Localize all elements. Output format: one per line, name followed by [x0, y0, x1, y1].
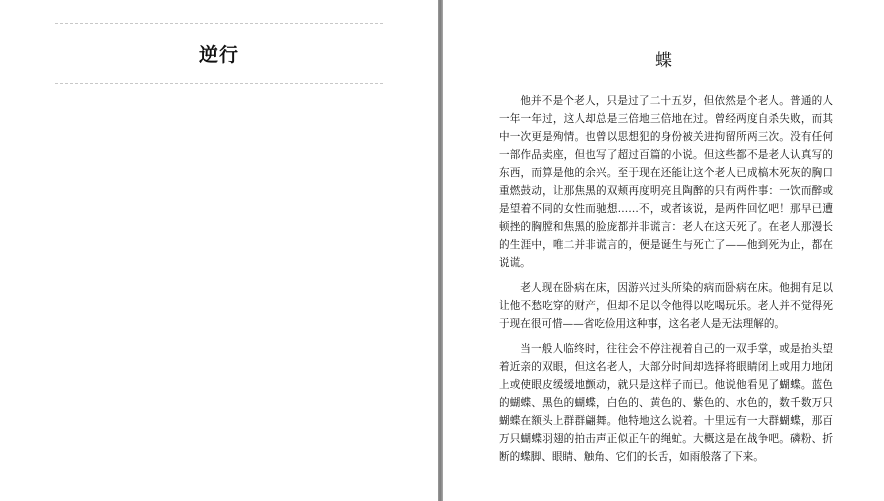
top-divider [55, 23, 383, 24]
chapter-title: 蝶 [655, 51, 672, 71]
chapter-body [499, 92, 833, 473]
bottom-divider [55, 83, 383, 84]
paragraph: 当一般人临终时，往往会不停注视着自己的一双手掌，或是抬头望着近亲的双眼，但这名老人，大部分时间却选择将眼睛闭上或用力地闭上或使眼皮缓缓地颤动，就只是这样子而已。他说他看见了蝴蝶。蓝色的蝴蝶、黑色的蝴蝶，白色的、黄色的、紫色的、水色的，数千数万只蝴蝶在额头上群群翩舞。他特地这么说着。十里远有一大群蝴蝶，那百万只蝴蝶羽翅的拍击声正似正午的绳虻。大概这是在战争吧。磷粉、折断的蝶脚、眼睛、触角、它们的长舌，如雨般落了下来。 [499, 343, 833, 463]
section-title: 逆行 [198, 44, 239, 66]
right-page [443, 0, 884, 501]
paragraph: 他并不是个老人，只是过了二十五岁，但依然是个老人。普通的人一年一年过，这人却总是三倍地三倍地在过。曾经两度自杀失败，而其中一次更是殉情。也曾以思想犯的身份被关进拘留所两三次。没有任何一部作品卖座，但也写了超过百篇的小说。但这些都不是老人认真写的东西，而算是他的余兴。至于现在还能让这个老人已成槁木死灰的胸口重燃鼓动，让那焦黑的双颊再度明亮且陶醉的只有两件事：一饮而醉或是望着不同的女性而驰想……不，或者该说，是两件回忆吧！那早已遭顿挫的胸膛和焦黑的脸庞都并非谎言：老人在这天死了。在老人那漫长的生涯中，唯二并非谎言的，便是诞生与死亡了——他到死为止，都在说谎。 [499, 95, 833, 269]
paragraph: 老人现在卧病在床，因游兴过头所染的病而卧病在床。他拥有足以让他不愁吃穿的财产，但却不足以令他得以吃喝玩乐。老人并不觉得死于现在很可惜——省吃俭用这种事，这名老人是无法理解的。 [499, 282, 833, 330]
left-page [0, 0, 438, 501]
